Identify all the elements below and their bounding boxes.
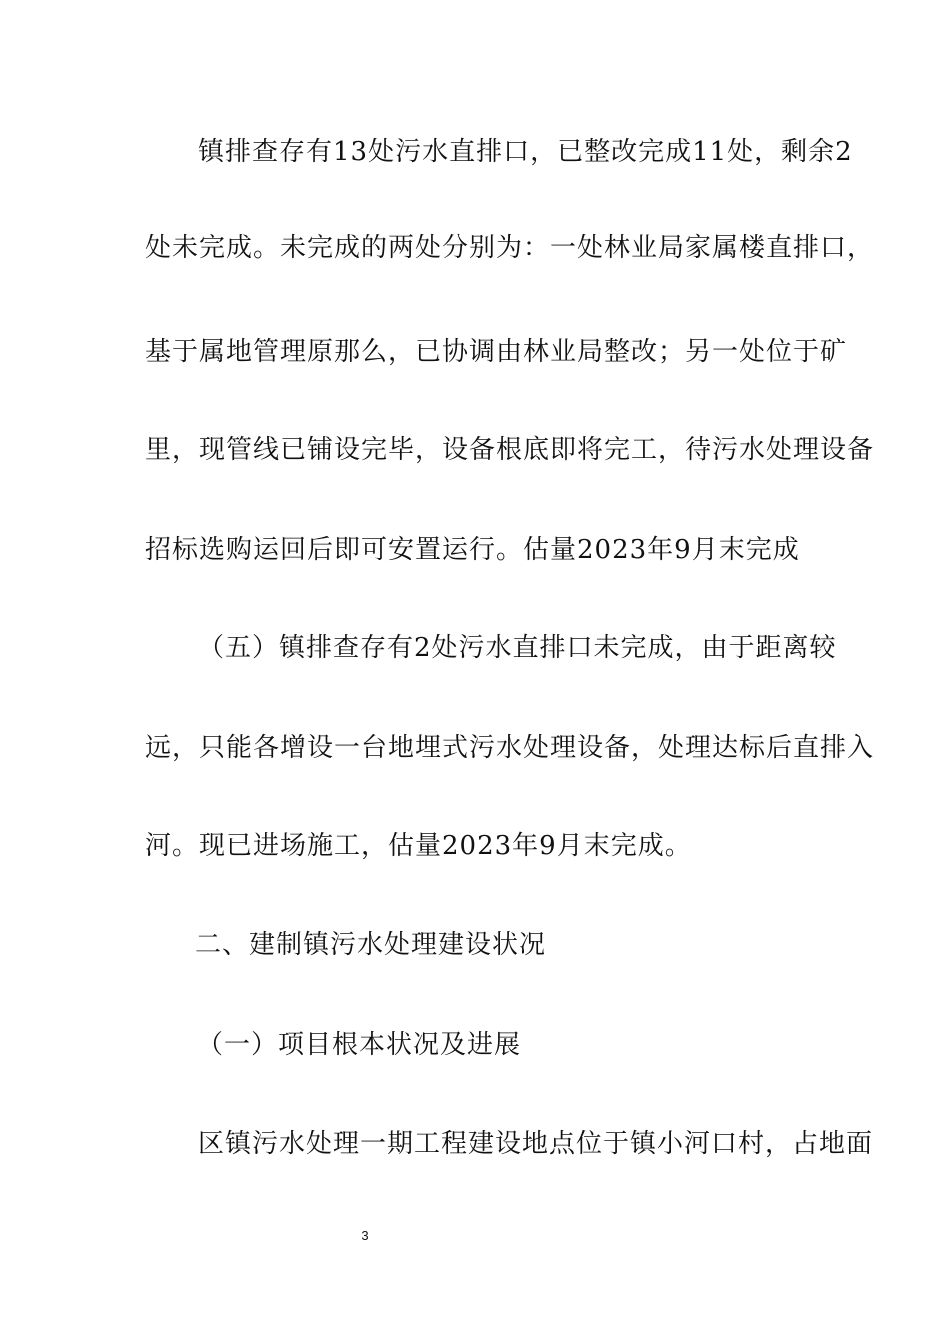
paragraph-line: 基于属地管理原那么，已协调由林业局整改；另一处位于矿 xyxy=(145,337,848,367)
section-heading: 二、建制镇污水处理建设状况 xyxy=(195,930,547,960)
paragraph-line: （五）镇排查存有2处污水直排口未完成，由于距离较 xyxy=(198,633,837,663)
paragraph-line: 区镇污水处理一期工程建设地点位于镇小河口村，占地面 xyxy=(198,1129,874,1159)
subsection-heading: （一）项目根本状况及进展 xyxy=(197,1030,522,1060)
paragraph-line: 镇排查存有13处污水直排口，已整改完成11处，剩余2 xyxy=(198,137,853,167)
paragraph-line: 河。现已进场施工，估量2023年9月末完成。 xyxy=(145,831,692,861)
paragraph-line: 处未完成。未完成的两处分别为：一处林业局家属楼直排口， xyxy=(145,233,875,263)
paragraph-line: 招标选购运回后即可安置运行。估量2023年9月末完成 xyxy=(145,535,800,565)
paragraph-line: 里，现管线已铺设完毕，设备根底即将完工，待污水处理设备 xyxy=(145,435,875,465)
paragraph-line: 远，只能各增设一台地埋式污水处理设备，处理达标后直排入 xyxy=(145,733,875,763)
page-number: 3 xyxy=(361,1228,369,1243)
